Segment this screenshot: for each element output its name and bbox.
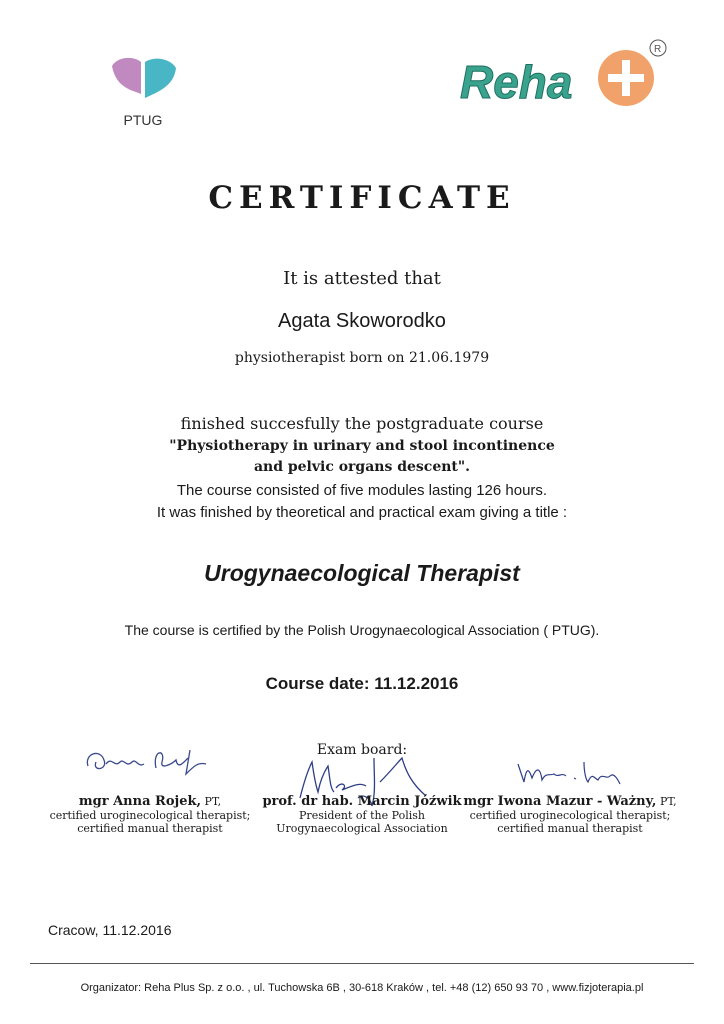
- organizer-footer: Organizator: Reha Plus Sp. z o.o. , ul. Tuchowska 6B , 30-618 Kraków , tel. +48 (12) 650 93 70 , www.fizjoterapia.pl: [80, 982, 644, 994]
- board-member-3-name: mgr Iwona Mazur - Ważny,: [463, 794, 657, 809]
- board-member-3-suffix: PT,: [656, 795, 677, 808]
- svg-text:Reha: Reha: [460, 56, 573, 108]
- ptug-label: PTUG: [123, 112, 163, 128]
- certified-by-line: The course is certified by the Polish Urogynaecological Association ( PTUG).: [124, 622, 600, 638]
- board-member-1-role1: certified uroginecological therapist;: [49, 809, 251, 822]
- course-date: Course date: 11.12.2016: [265, 674, 459, 693]
- board-member-1-role2: certified manual therapist: [77, 822, 223, 835]
- exam-board-label: Exam board:: [316, 742, 408, 758]
- signature-anna-rojek: [82, 740, 212, 780]
- board-member-1: [40, 794, 260, 835]
- board-member-1-suffix: PT,: [201, 795, 222, 808]
- awarded-title: Urogynaecological Therapist: [204, 560, 520, 586]
- reha-plus-logo: [456, 38, 672, 110]
- place-date: Cracow, 11.12.2016: [48, 922, 172, 938]
- board-member-2-role1: President of the Polish: [299, 809, 425, 822]
- ptug-logo: [104, 52, 182, 132]
- board-member-3: [460, 794, 680, 835]
- recipient-name: Agata Skoworodko: [278, 310, 446, 332]
- certificate-title: CERTIFICATE: [208, 180, 516, 216]
- board-member-2-name: prof. dr hab. Marcin Jóźwik: [262, 794, 462, 809]
- board-member-3-role2: certified manual therapist: [497, 822, 643, 835]
- exam-line: It was finished by theoretical and practical exam giving a title :: [156, 504, 568, 521]
- modules-line: The course consisted of five modules lasting 126 hours.: [176, 482, 548, 499]
- attested-line: It is attested that: [283, 268, 441, 289]
- svg-text:R: R: [654, 44, 662, 55]
- board-member-1-name: mgr Anna Rojek,: [78, 794, 202, 809]
- reha-logo-graphic: [456, 38, 672, 110]
- board-member-2: [252, 794, 472, 835]
- ptug-leaf-icon: [104, 52, 182, 112]
- board-member-3-role1: certified uroginecological therapist;: [469, 809, 671, 822]
- recipient-detail: physiotherapist born on 21.06.1979: [234, 350, 490, 366]
- footer-divider: [30, 963, 694, 964]
- board-member-2-role2: Urogynaecological Association: [276, 822, 448, 835]
- signature-iwona-mazur-wazny: [514, 758, 624, 788]
- course-title-line1: "Physiotherapy in urinary and stool incontinence: [169, 438, 555, 454]
- finished-line: finished succesfully the postgraduate course: [180, 414, 544, 433]
- course-title-line2: and pelvic organs descent".: [253, 459, 471, 475]
